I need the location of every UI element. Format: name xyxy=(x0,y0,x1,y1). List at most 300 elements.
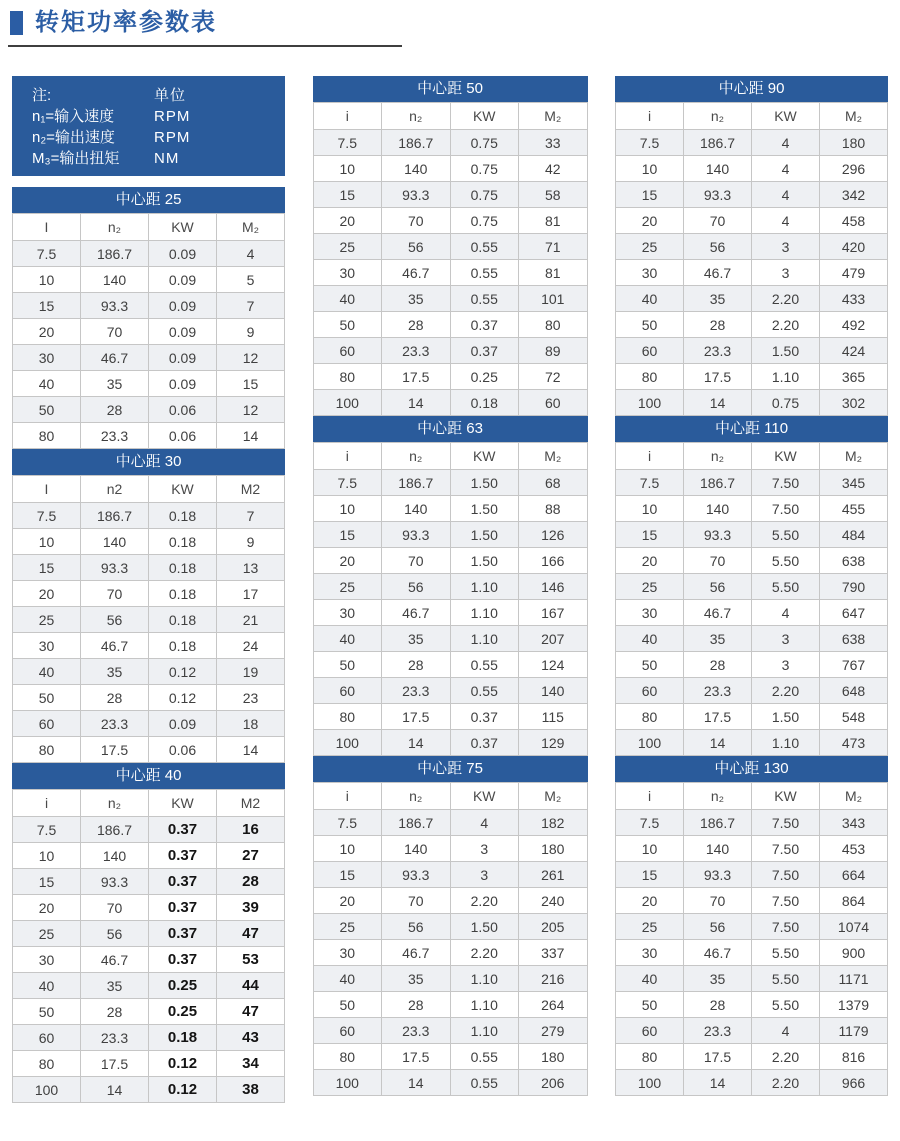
data-cell: 4 xyxy=(752,600,820,626)
data-cell: 20 xyxy=(313,548,382,574)
data-cell: 93.3 xyxy=(81,555,149,581)
data-cell: 34 xyxy=(217,1051,285,1077)
data-cell: 68 xyxy=(519,470,588,496)
data-cell: 479 xyxy=(820,260,888,286)
data-cell: 638 xyxy=(820,548,888,574)
data-cell: 4 xyxy=(450,810,519,836)
data-cell: 50 xyxy=(13,397,81,423)
header-row xyxy=(616,783,888,810)
data-cell: 186.7 xyxy=(684,470,752,496)
notes-box xyxy=(12,76,285,176)
data-cell: 35 xyxy=(684,626,752,652)
data-cell: 1.50 xyxy=(752,338,820,364)
table-row xyxy=(616,312,888,338)
data-cell: 216 xyxy=(519,966,588,992)
data-cell: 115 xyxy=(519,704,588,730)
data-cell: 100 xyxy=(313,1070,382,1096)
data-cell: 40 xyxy=(313,626,382,652)
data-cell: 4 xyxy=(217,241,285,267)
data-cell: 864 xyxy=(820,888,888,914)
title-bullet-icon xyxy=(10,11,23,35)
table-row xyxy=(13,293,285,319)
data-cell: 23.3 xyxy=(684,338,752,364)
data-cell: 1.50 xyxy=(450,914,519,940)
table-row xyxy=(13,711,285,737)
table-row xyxy=(313,810,587,836)
data-cell: 50 xyxy=(313,652,382,678)
header-row xyxy=(13,476,285,503)
table-title: 中心距 25 xyxy=(12,187,285,213)
table-row xyxy=(313,182,587,208)
table-row xyxy=(616,522,888,548)
column-header: n₂ xyxy=(684,783,752,810)
data-cell: 7.5 xyxy=(313,130,382,156)
data-cell: 60 xyxy=(13,1025,81,1051)
data-cell: 50 xyxy=(13,685,81,711)
data-cell: 1171 xyxy=(820,966,888,992)
table-row xyxy=(313,1044,587,1070)
data-cell: 25 xyxy=(313,914,382,940)
data-cell: 50 xyxy=(313,312,382,338)
data-cell: 20 xyxy=(616,888,684,914)
note-label: n₁=输入速度 xyxy=(32,108,115,125)
table-row xyxy=(616,1044,888,1070)
table-row xyxy=(313,260,587,286)
data-cell: 0.09 xyxy=(149,241,217,267)
table-row xyxy=(13,503,285,529)
data-cell: 0.55 xyxy=(450,1044,519,1070)
data-cell: 28 xyxy=(217,869,285,895)
data-table xyxy=(12,475,285,763)
table-row xyxy=(616,626,888,652)
table-row xyxy=(13,1077,285,1103)
table-row xyxy=(616,862,888,888)
data-cell: 0.37 xyxy=(149,817,217,843)
data-cell: 23 xyxy=(217,685,285,711)
data-cell: 180 xyxy=(519,1044,588,1070)
table-row xyxy=(616,992,888,1018)
data-cell: 337 xyxy=(519,940,588,966)
data-cell: 46.7 xyxy=(81,345,149,371)
data-cell: 70 xyxy=(81,581,149,607)
table-row xyxy=(313,470,587,496)
data-cell: 17.5 xyxy=(382,704,451,730)
data-cell: 70 xyxy=(684,548,752,574)
data-cell: 140 xyxy=(382,496,451,522)
data-cell: 58 xyxy=(519,182,588,208)
column-header: i xyxy=(13,790,81,817)
data-cell: 7 xyxy=(217,293,285,319)
data-cell: 0.55 xyxy=(450,678,519,704)
data-cell: 80 xyxy=(616,364,684,390)
table-row xyxy=(313,364,587,390)
data-cell: 140 xyxy=(81,843,149,869)
data-cell: 21 xyxy=(217,607,285,633)
data-cell: 70 xyxy=(382,548,451,574)
data-cell: 0.09 xyxy=(149,319,217,345)
table-row xyxy=(616,182,888,208)
data-cell: 13 xyxy=(217,555,285,581)
data-cell: 25 xyxy=(616,234,684,260)
data-cell: 15 xyxy=(616,862,684,888)
table-row xyxy=(313,234,587,260)
column-header: n₂ xyxy=(684,443,752,470)
center-distance-table xyxy=(12,449,285,763)
data-cell: 0.18 xyxy=(149,581,217,607)
data-cell: 180 xyxy=(519,836,588,862)
table-row xyxy=(313,862,587,888)
column-header: M₂ xyxy=(820,443,888,470)
data-cell: 296 xyxy=(820,156,888,182)
data-cell: 1074 xyxy=(820,914,888,940)
data-cell: 12 xyxy=(217,345,285,371)
table-row xyxy=(313,992,587,1018)
data-cell: 5.50 xyxy=(752,966,820,992)
table-title: 中心距 63 xyxy=(313,416,588,442)
data-cell: 140 xyxy=(684,836,752,862)
data-cell: 15 xyxy=(616,522,684,548)
table-row xyxy=(616,888,888,914)
data-cell: 4 xyxy=(752,208,820,234)
data-cell: 261 xyxy=(519,862,588,888)
data-cell: 60 xyxy=(519,390,588,416)
data-cell: 30 xyxy=(13,345,81,371)
data-cell: 28 xyxy=(684,992,752,1018)
data-cell: 0.09 xyxy=(149,371,217,397)
table-row xyxy=(13,529,285,555)
data-cell: 0.37 xyxy=(450,312,519,338)
data-cell: 20 xyxy=(616,548,684,574)
data-cell: 186.7 xyxy=(81,817,149,843)
data-cell: 1.10 xyxy=(450,574,519,600)
data-cell: 35 xyxy=(382,286,451,312)
data-cell: 0.75 xyxy=(450,156,519,182)
data-cell: 93.3 xyxy=(382,522,451,548)
data-cell: 0.06 xyxy=(149,423,217,449)
data-cell: 264 xyxy=(519,992,588,1018)
column-header: KW xyxy=(149,476,217,503)
data-cell: 28 xyxy=(81,999,149,1025)
data-cell: 100 xyxy=(616,390,684,416)
data-cell: 60 xyxy=(313,1018,382,1044)
table-row xyxy=(616,548,888,574)
data-cell: 186.7 xyxy=(382,130,451,156)
data-cell: 7.5 xyxy=(616,130,684,156)
data-cell: 40 xyxy=(13,973,81,999)
data-cell: 40 xyxy=(13,659,81,685)
center-distance-table xyxy=(313,76,588,416)
data-cell: 0.75 xyxy=(450,182,519,208)
data-cell: 30 xyxy=(313,600,382,626)
table-title: 中心距 90 xyxy=(615,76,888,102)
data-cell: 186.7 xyxy=(382,470,451,496)
data-cell: 10 xyxy=(13,843,81,869)
data-cell: 0.37 xyxy=(149,947,217,973)
data-cell: 182 xyxy=(519,810,588,836)
data-cell: 81 xyxy=(519,260,588,286)
data-cell: 14 xyxy=(382,1070,451,1096)
data-cell: 1179 xyxy=(820,1018,888,1044)
column-header: M₂ xyxy=(519,103,588,130)
data-cell: 60 xyxy=(616,678,684,704)
data-cell: 60 xyxy=(13,711,81,737)
data-cell: 33 xyxy=(519,130,588,156)
data-cell: 638 xyxy=(820,626,888,652)
data-cell: 4 xyxy=(752,182,820,208)
note-unit: NM xyxy=(154,150,180,167)
data-cell: 40 xyxy=(13,371,81,397)
column-header: i xyxy=(616,783,684,810)
data-cell: 28 xyxy=(684,652,752,678)
data-cell: 458 xyxy=(820,208,888,234)
data-cell: 40 xyxy=(616,966,684,992)
data-cell: 30 xyxy=(616,600,684,626)
data-cell: 1.10 xyxy=(450,626,519,652)
data-cell: 7.50 xyxy=(752,888,820,914)
data-cell: 1379 xyxy=(820,992,888,1018)
data-cell: 4 xyxy=(752,130,820,156)
data-cell: 50 xyxy=(616,312,684,338)
data-cell: 126 xyxy=(519,522,588,548)
header-row xyxy=(13,214,285,241)
data-cell: 28 xyxy=(382,992,451,1018)
data-cell: 1.50 xyxy=(752,704,820,730)
data-cell: 140 xyxy=(81,267,149,293)
column-header: n2 xyxy=(81,476,149,503)
data-cell: 93.3 xyxy=(81,293,149,319)
data-cell: 46.7 xyxy=(684,940,752,966)
table-row xyxy=(13,659,285,685)
data-cell: 7.50 xyxy=(752,496,820,522)
data-cell: 900 xyxy=(820,940,888,966)
data-cell: 0.18 xyxy=(149,555,217,581)
table-row xyxy=(313,156,587,182)
data-cell: 47 xyxy=(217,921,285,947)
data-cell: 80 xyxy=(519,312,588,338)
column-middle xyxy=(313,76,588,1103)
table-row xyxy=(13,999,285,1025)
data-cell: 40 xyxy=(313,966,382,992)
data-cell: 24 xyxy=(217,633,285,659)
data-cell: 9 xyxy=(217,319,285,345)
table-row xyxy=(616,470,888,496)
data-cell: 25 xyxy=(13,607,81,633)
data-cell: 2.20 xyxy=(752,1070,820,1096)
data-cell: 40 xyxy=(313,286,382,312)
data-cell: 70 xyxy=(81,895,149,921)
data-cell: 23.3 xyxy=(382,678,451,704)
data-cell: 35 xyxy=(684,286,752,312)
table-row xyxy=(313,836,587,862)
data-cell: 10 xyxy=(313,496,382,522)
data-cell: 10 xyxy=(313,156,382,182)
data-table xyxy=(12,789,285,1103)
table-row xyxy=(313,678,587,704)
data-cell: 93.3 xyxy=(382,862,451,888)
table-row xyxy=(13,947,285,973)
data-cell: 20 xyxy=(13,319,81,345)
table-row xyxy=(313,208,587,234)
data-cell: 93.3 xyxy=(684,182,752,208)
data-table xyxy=(615,102,888,416)
data-cell: 0.18 xyxy=(149,1025,217,1051)
data-cell: 80 xyxy=(13,1051,81,1077)
note-unit: RPM xyxy=(154,129,191,146)
data-cell: 44 xyxy=(217,973,285,999)
data-cell: 46.7 xyxy=(382,940,451,966)
data-cell: 7.5 xyxy=(616,810,684,836)
column-header: n₂ xyxy=(81,790,149,817)
column-header: i xyxy=(616,103,684,130)
table-row xyxy=(313,704,587,730)
data-cell: 47 xyxy=(217,999,285,1025)
note-row xyxy=(32,85,277,106)
table-row xyxy=(313,522,587,548)
data-cell: 3 xyxy=(752,626,820,652)
data-cell: 180 xyxy=(820,130,888,156)
table-row xyxy=(313,888,587,914)
data-cell: 35 xyxy=(81,973,149,999)
data-cell: 56 xyxy=(382,914,451,940)
data-cell: 4 xyxy=(752,156,820,182)
column-header: i xyxy=(313,103,382,130)
data-cell: 0.09 xyxy=(149,293,217,319)
data-cell: 186.7 xyxy=(382,810,451,836)
table-row xyxy=(616,156,888,182)
table-row xyxy=(313,966,587,992)
data-cell: 648 xyxy=(820,678,888,704)
data-cell: 35 xyxy=(382,626,451,652)
data-cell: 15 xyxy=(313,522,382,548)
data-cell: 30 xyxy=(13,947,81,973)
table-row xyxy=(13,241,285,267)
data-cell: 492 xyxy=(820,312,888,338)
data-cell: 70 xyxy=(382,888,451,914)
data-cell: 46.7 xyxy=(382,600,451,626)
column-header: M2 xyxy=(217,790,285,817)
data-cell: 56 xyxy=(81,607,149,633)
data-cell: 1.50 xyxy=(450,470,519,496)
data-cell: 1.10 xyxy=(450,600,519,626)
table-row xyxy=(313,312,587,338)
table-title: 中心距 40 xyxy=(12,763,285,789)
data-cell: 100 xyxy=(616,1070,684,1096)
table-row xyxy=(13,973,285,999)
column-header: n₂ xyxy=(81,214,149,241)
table-row xyxy=(13,921,285,947)
data-cell: 345 xyxy=(820,470,888,496)
data-cell: 72 xyxy=(519,364,588,390)
center-distance-table xyxy=(615,76,888,416)
data-cell: 5 xyxy=(217,267,285,293)
column-header: M2 xyxy=(217,476,285,503)
data-cell: 93.3 xyxy=(684,862,752,888)
data-cell: 140 xyxy=(684,496,752,522)
data-table xyxy=(615,782,888,1096)
data-cell: 0.18 xyxy=(149,503,217,529)
table-row xyxy=(616,208,888,234)
table-row xyxy=(616,286,888,312)
center-distance-table xyxy=(615,756,888,1096)
data-cell: 0.55 xyxy=(450,1070,519,1096)
header-row xyxy=(313,783,587,810)
data-cell: 0.37 xyxy=(149,843,217,869)
data-cell: 23.3 xyxy=(81,711,149,737)
data-cell: 186.7 xyxy=(684,810,752,836)
data-cell: 14 xyxy=(684,1070,752,1096)
data-cell: 9 xyxy=(217,529,285,555)
table-row xyxy=(313,130,587,156)
data-cell: 23.3 xyxy=(684,1018,752,1044)
data-cell: 0.55 xyxy=(450,234,519,260)
column-header: i xyxy=(313,443,382,470)
data-cell: 2.20 xyxy=(450,940,519,966)
table-row xyxy=(13,1025,285,1051)
column-header: KW xyxy=(752,103,820,130)
data-cell: 27 xyxy=(217,843,285,869)
table-row xyxy=(13,581,285,607)
data-cell: 93.3 xyxy=(382,182,451,208)
note-unit: 单位 xyxy=(154,87,187,104)
page-header xyxy=(10,9,900,37)
data-table xyxy=(615,442,888,756)
table-row xyxy=(13,737,285,763)
data-cell: 50 xyxy=(616,992,684,1018)
data-cell: 167 xyxy=(519,600,588,626)
data-cell: 1.50 xyxy=(450,522,519,548)
data-cell: 0.25 xyxy=(149,999,217,1025)
data-cell: 42 xyxy=(519,156,588,182)
table-row xyxy=(313,626,587,652)
data-cell: 0.37 xyxy=(149,921,217,947)
data-cell: 25 xyxy=(616,914,684,940)
data-cell: 279 xyxy=(519,1018,588,1044)
column-header: M₂ xyxy=(820,103,888,130)
data-cell: 56 xyxy=(382,574,451,600)
table-row xyxy=(313,600,587,626)
table-row xyxy=(616,810,888,836)
data-cell: 0.18 xyxy=(149,529,217,555)
data-cell: 5.50 xyxy=(752,574,820,600)
data-cell: 93.3 xyxy=(684,522,752,548)
data-cell: 7.5 xyxy=(13,817,81,843)
column-header: I xyxy=(13,476,81,503)
column-right xyxy=(615,76,888,1103)
data-cell: 10 xyxy=(616,836,684,862)
table-row xyxy=(313,652,587,678)
data-cell: 3 xyxy=(450,836,519,862)
data-cell: 424 xyxy=(820,338,888,364)
column-header: M₂ xyxy=(519,443,588,470)
title-underline xyxy=(8,45,402,47)
data-cell: 3 xyxy=(752,652,820,678)
data-cell: 207 xyxy=(519,626,588,652)
table-title: 中心距 30 xyxy=(12,449,285,475)
table-row xyxy=(616,836,888,862)
data-cell: 453 xyxy=(820,836,888,862)
data-cell: 28 xyxy=(382,312,451,338)
data-cell: 0.06 xyxy=(149,397,217,423)
column-left xyxy=(12,76,285,1103)
data-cell: 7.5 xyxy=(313,810,382,836)
data-cell: 28 xyxy=(81,685,149,711)
data-cell: 25 xyxy=(13,921,81,947)
data-table xyxy=(313,102,588,416)
data-cell: 10 xyxy=(616,156,684,182)
data-cell: 20 xyxy=(313,888,382,914)
data-cell: 23.3 xyxy=(81,1025,149,1051)
column-header: n₂ xyxy=(382,443,451,470)
